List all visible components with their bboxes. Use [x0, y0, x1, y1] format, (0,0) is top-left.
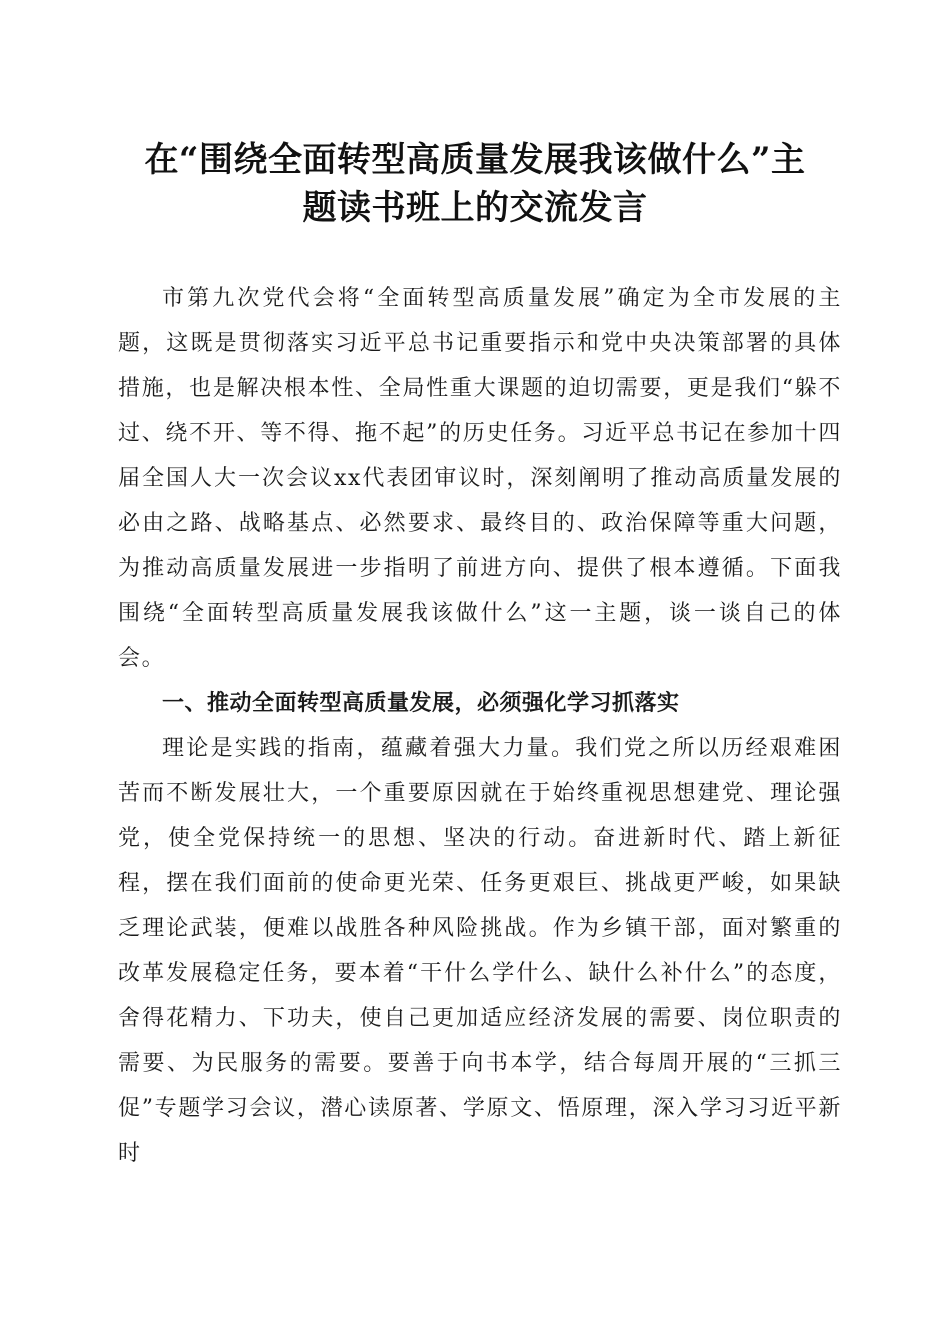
document-body	[118, 276, 842, 1176]
body-paragraph-2: 理论是实践的指南，蕴藏着强大力量。我们党之所以历经艰难困苦而不断发展壮大，一个重要原因就在于始终重视思想建党、理论强党，使全党保持统一的思想、坚决的行动。奋进新时代、踏上新征程，摆在我们面前的使命更光荣、任务更艰巨、挑战更严峻，如果缺乏理论武装，便难以战胜各种风险挑战。作为乡镇干部，面对繁重的改革发展稳定任务，要本着“干什么学什么、缺什么补什么”的态度，舍得花精力、下功夫，使自己更加适应经济发展的需要、岗位职责的需要、为民服务的需要。要善于向书本学，结合每周开展的“三抓三促”专题学习会议，潜心读原著、学原文、悟原理，深入学习习近平新时	[118, 736, 842, 1166]
section-heading-1: 一、推动全面转型高质量发展，必须强化学习抓落实	[162, 691, 680, 716]
title-line-2: 题读书班上的交流发言	[302, 188, 648, 228]
title-line-1: 在“围绕全面转型高质量发展我该做什么”主	[144, 140, 806, 180]
document-title	[110, 136, 840, 232]
body-paragraph-1: 市第九次党代会将“全面转型高质量发展”确定为全市发展的主题，这既是贯彻落实习近平总书记重要指示和党中央决策部署的具体措施，也是解决根本性、全局性重大课题的迫切需要，更是我们“躲不过、绕不开、等不得、拖不起”的历史任务。习近平总书记在参加十四届全国人大一次会议xx代表团审议时，深刻阐明了推动高质量发展的必由之路、战略基点、必然要求、最终目的、政治保障等重大问题，为推动高质量发展进一步指明了前进方向、提供了根本遵循。下面我围绕“全面转型高质量发展我该做什么”这一主题，谈一谈自己的体会。	[118, 286, 842, 671]
